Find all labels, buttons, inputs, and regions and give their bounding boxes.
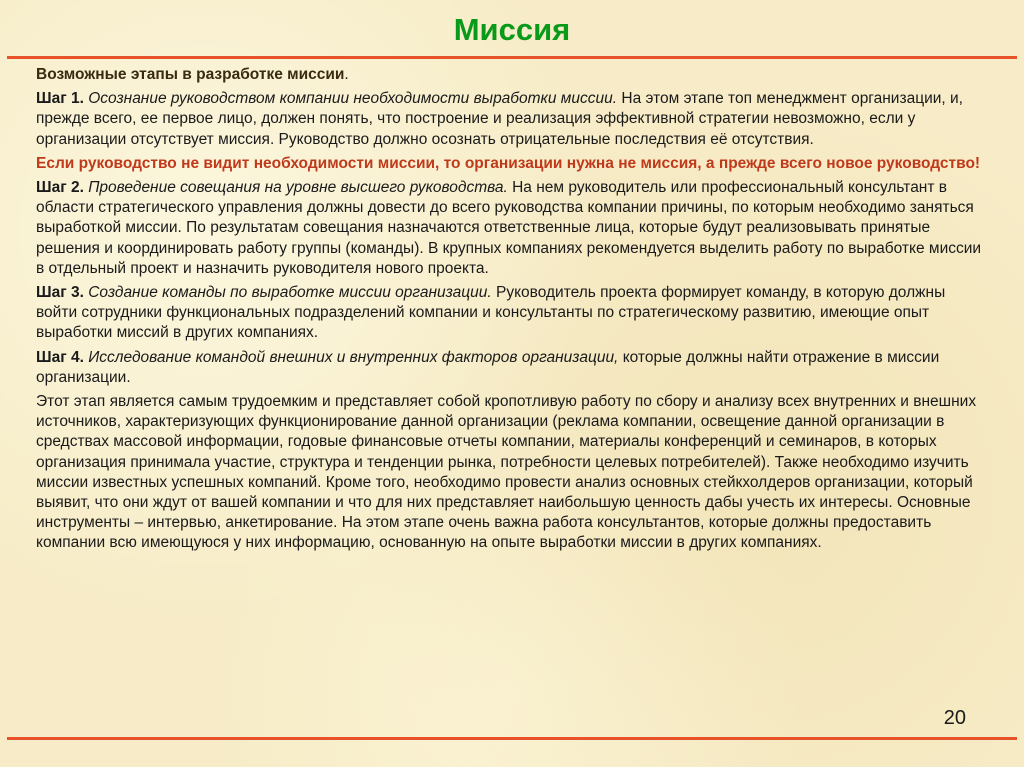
step-4-text: которые должны найти отражение в миссии организации. — [36, 348, 940, 386]
step-1-text: На этом этапе топ менеджмент организации, и, прежде всего, ее первое лицо, должен понять, что построение и реализация эффективной стратегии невозможно, если у организации отсутствует миссия. Руководство должно осознать отрицательные последствия её отсутствия. — [36, 90, 963, 148]
step-1-title: Осознание руководством компании необходимости выработки миссии. — [88, 90, 618, 108]
step-4 — [36, 348, 986, 388]
slide-content — [36, 65, 986, 558]
step-2-title: Проведение совещания на уровне высшего руководства. — [88, 179, 508, 197]
warning-statement: Если руководство не видит необходимости миссии, то организации нужна не миссия, а прежде всего новое руководство! — [36, 154, 981, 172]
step-2-label: Шаг 2. — [36, 179, 84, 197]
section-heading-text: Возможные этапы в разработке миссии — [36, 66, 345, 83]
page-number: 20 — [943, 707, 966, 729]
step-3-text: Руководитель проекта формирует команду, в которую должны войти сотрудники функциональных подразделений компании и консультанты по стратегическому развитию, имеющие опыт выработки миссий в других компаниях. — [36, 284, 946, 342]
step-3-label: Шаг 3. — [36, 284, 84, 302]
section-heading: Возможные этапы в разработке миссии. — [36, 66, 349, 83]
top-divider — [7, 56, 1017, 59]
step-2 — [36, 178, 986, 279]
step-3 — [36, 283, 986, 344]
step-1-label: Шаг 1. — [36, 90, 84, 108]
step-1 — [36, 89, 986, 150]
bottom-divider — [7, 737, 1017, 740]
step-3-title: Создание команды по выработке миссии организации. — [88, 284, 492, 302]
slide-title: Миссия — [453, 12, 571, 47]
step-2-text: На нем руководитель или профессиональный консультант в области стратегического управления должны довести до всего руководства компании причины, по которым необходимо заняться выработкой миссии. По результатам совещания назначаются ответственные лица, которые будут реализовывать принятые решения и координировать работу группы (команды). В крупных компаниях рекомендуется выделить работу по выработке миссии в отдельный проект и назначить руководителя нового проекта. — [36, 179, 982, 277]
final-paragraph: Этот этап является самым трудоемким и представляет собой кропотливую работу по сбору и анализу всех внутренних и внешних источников, характеризующих функционирование данной организации (реклама компании, освещение данной организации в средствах массовой информации, годовые финансовые отчеты компании, материалы конференций и семинаров, в которых организация принимала участие, структура и тенденции рынка, потребности целевых потребителей). Также необходимо изучить миссии известных успешных компаний. Кроме того, необходимо провести анализ основных стейкхолдеров организации, который выявит, что они ждут от вашей компании и что для них представляет наибольшую ценность дабы учесть их интересы. Основные инструменты – интервью, анкетирование. На этом этапе очень важна работа консультантов, которые должны предоставить компании всю имеющуюся у них информацию, основанную на опыте выработки миссии в других компаниях. — [36, 393, 977, 552]
step-4-title: Исследование командой внешних и внутренних факторов организации, — [88, 348, 619, 366]
step-4-label: Шаг 4. — [36, 348, 84, 366]
